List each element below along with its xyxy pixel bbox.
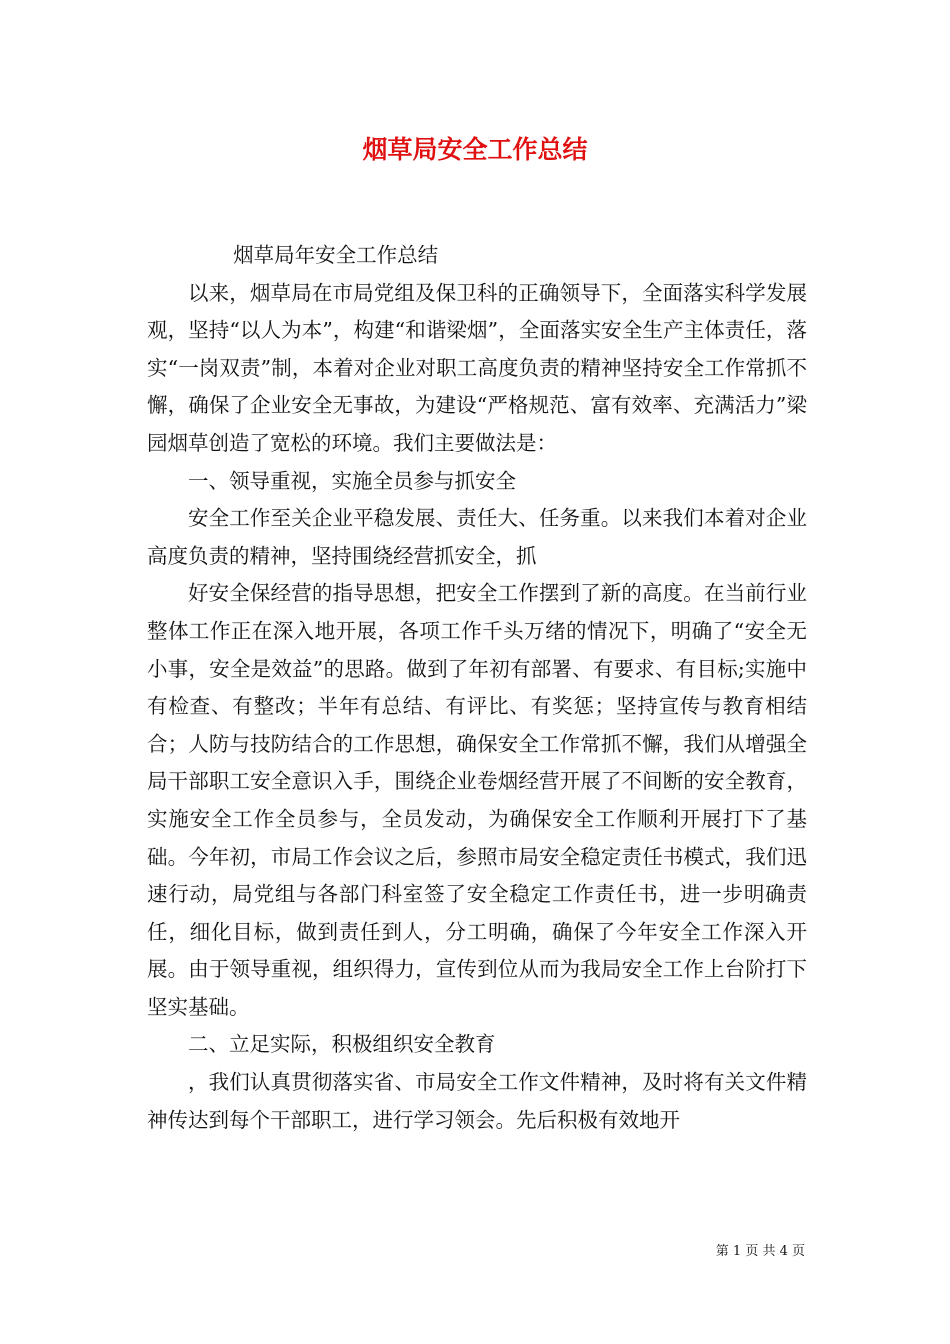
document-subtitle: 烟草局年安全工作总结: [233, 243, 439, 267]
document-body: [147, 237, 807, 1139]
section-heading-1: 一、领导重视，实施全员参与抓安全: [188, 468, 516, 493]
paragraph-section-1-b: 好安全保经营的指导思想，把安全工作摆到了新的高度。在当前行业整体工作正在深入地开展，各项工作千头万绪的情况下，明确了“安全无小事，安全是效益”的思路。做到了年初有部署、有要求、有目标;实施中有检查、有整改；半年有总结、有评比、有奖惩；坚持宣传与教育相结合；人防与技防结合的工作思想，确保安全工作常抓不懈，我们从增强全局干部职工安全意识入手，围绕企业卷烟经营开展了不间断的安全教育，实施安全工作全员参与，全员发动，为确保安全工作顺利开展打下了基础。今年初，市局工作会议之后，参照市局安全稳定责任书模式，我们迅速行动，局党组与各部门科室签了安全稳定工作责任书，进一步明确责任，细化目标，做到责任到人，分工明确，确保了今年安全工作深入开展。由于领导重视，组织得力，宣传到位从而为我局安全工作上台阶打下坚实基础。: [147, 581, 807, 1019]
section-heading-2: 二、立足实际，积极组织安全教育: [188, 1032, 496, 1057]
paragraph-intro: 以来，烟草局在市局党组及保卫科的正确领导下，全面落实科学发展观，坚持“以人为本”，构建“和谐梁烟”，全面落实安全生产主体责任，落实“一岗双责”制，本着对企业对职工高度负责的精神坚持安全工作常抓不懈，确保了企业安全无事故，为建设“严格规范、富有效率、充满活力”梁园烟草创造了宽松的环境。我们主要做法是：: [147, 280, 807, 455]
page-number: 第 1 页 共 4 页: [715, 1244, 805, 1259]
paragraph-section-1-a: 安全工作至关企业平稳发展、责任大、任务重。以来我们本着对企业高度负责的精神，坚持围绕经营抓安全，抓: [147, 506, 807, 568]
paragraph-section-2: ，我们认真贯彻落实省、市局安全工作文件精神，及时将有关文件精神传达到每个干部职工，进行学习领会。先后积极有效地开: [147, 1070, 807, 1132]
document-title: 烟草局安全工作总结: [362, 135, 588, 164]
